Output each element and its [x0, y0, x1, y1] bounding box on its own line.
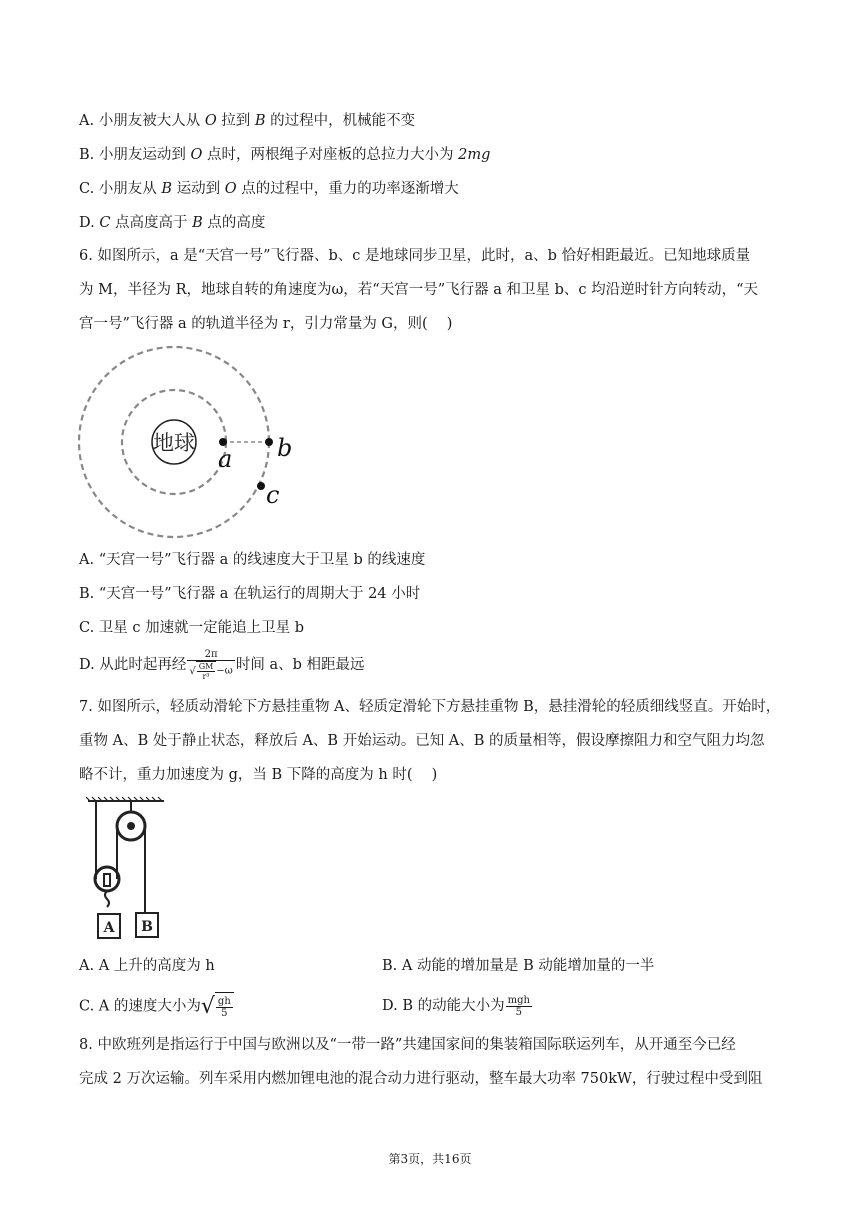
q7-stem-line2: 重物 A、B 处于静止状态，释放后 A、B 开始运动。已知 A、B 的质量相等，假设摩擦阻力和空气阻力均忽 [79, 733, 765, 749]
q5-option-d: D. C 点高度高于 B 点的高度 [79, 215, 266, 231]
period-fraction: 2π √ $\frac{GM}{\text{r³}}$ −ω [189, 649, 233, 681]
satellite-c-dot [257, 482, 265, 490]
label-b: b [277, 434, 293, 462]
page-footer: 第3页，共16页 [388, 1152, 472, 1166]
q7-stem-line1: 7. 如图所示，轻质动滑轮下方悬挂重物 A、轻质定滑轮下方悬挂重物 B，悬挂滑轮的轻质细线竖直。开始时， [79, 699, 781, 715]
q8-stem-line2: 完成 2 万次运输。列车采用内燃加锂电池的混合动力进行驱动，整车最大功率 750kW，行驶过程中受到阻 [79, 1071, 763, 1087]
q6-option-b: B. “天宫一号”飞行器 a 在轨运行的周期大于 24 小时 [79, 586, 421, 602]
q6-stem-line3: 宫一号”飞行器 a 的轨道半径为 r，引力常量为 G，则( ) [79, 316, 453, 332]
q7-option-b: B. A 动能的增加量是 B 动能增加量的一半 [382, 958, 655, 974]
label-a: a [218, 445, 233, 473]
q6-option-d: D. 从此时起再经 2π √ $\frac{GM}{\text{r³}}$ −ω 时间 a、b 相距最远 [79, 649, 365, 681]
block-b-label: B [141, 919, 153, 935]
q5-option-a: A. 小朋友被大人从 O 拉到 B 的过程中，机械能不变 [79, 113, 416, 129]
q6-option-a: A. “天宫一号”飞行器 a 的线速度大于卫星 b 的线速度 [79, 552, 426, 568]
q6-stem-line2: 为 M，半径为 R，地球自转的角速度为ω，若“天宫一号”飞行器 a 和卫星 b、c 均沿逆时针方向转动，“天 [79, 282, 759, 298]
label-c: c [266, 481, 280, 509]
q5-option-b: B. 小朋友运动到 O 点时，两根绳子对座板的总拉力大小为 2mg [79, 147, 491, 163]
orbit-figure [78, 343, 298, 543]
q7-option-c: C. A 的速度大小为√ $\frac{gh}{5}$ [79, 992, 234, 1021]
q7-option-a: A. A 上升的高度为 h [79, 958, 215, 974]
q8-stem-line1: 8. 中欧班列是指运行于中国与欧洲以及“一带一路”共建国家间的集装箱国际联运列车，从开通至今已经 [79, 1037, 736, 1053]
satellite-b-dot [265, 438, 273, 446]
q6-option-c: C. 卫星 c 加速就一定能追上卫星 b [79, 620, 305, 636]
q7-option-d: D. B 的动能大小为 $\frac{\text{mgh}}{5}$ [382, 994, 530, 1018]
q6-stem-line1: 6. 如图所示，a 是“天宫一号”飞行器、b、c 是地球同步卫星，此时，a、b 恰好相距最近。已知地球质量 [79, 248, 751, 264]
earth-label: 地球 [153, 431, 195, 455]
block-a-label: A [103, 920, 115, 936]
pulley-figure [86, 796, 176, 942]
q5-option-c: C. 小朋友从 B 运动到 O 点的过程中，重力的功率逐渐增大 [79, 181, 459, 197]
q7-stem-line3: 略不计，重力加速度为 g，当 B 下降的高度为 h 时( ) [79, 767, 438, 783]
movable-pulley [95, 867, 119, 891]
